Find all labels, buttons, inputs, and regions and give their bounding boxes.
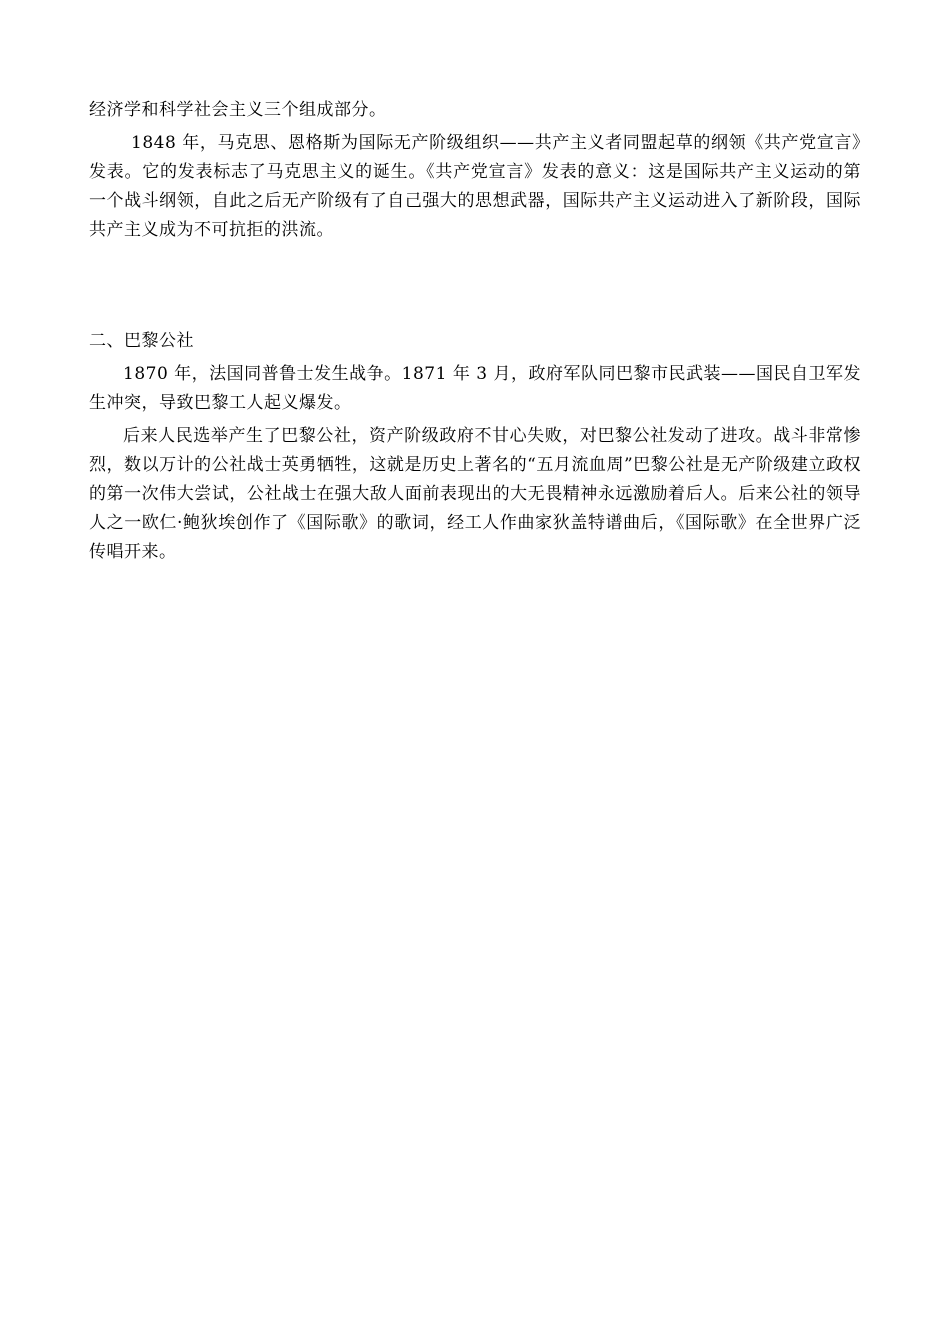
document-body-section — [89, 327, 861, 567]
document-body-top — [89, 96, 861, 245]
paragraph-war: 1870 年，法国同普鲁士发生战争。1871 年 3 月，政府军队同巴黎市民武装——国民自卫军发生冲突，导致巴黎工人起义爆发。 — [89, 364, 861, 413]
paragraph-manifesto: 1848 年，马克思、恩格斯为国际无产阶级组织——共产主义者同盟起草的纲领《共产党宣言》发表。它的发表标志了马克思主义的诞生。《共产党宣言》发表的意义：这是国际共产主义运动的第一个战斗纲领，自此之后无产阶级有了自己强大的思想武器，国际共产主义运动进入了新阶段，国际共产主义成为不可抗拒的洪流。 — [89, 133, 861, 240]
paragraph-commune: 后来人民选举产生了巴黎公社，资产阶级政府不甘心失败，对巴黎公社发动了进攻。战斗非常惨烈，数以万计的公社战士英勇牺牲，这就是历史上著名的“五月流血周”巴黎公社是无产阶级建立政权的第一次伟大尝试，公社战士在强大敌人面前表现出的大无畏精神永远激励着后人。后来公社的领导人之一欧仁·鲍狄埃创作了《国际歌》的歌词，经工人作曲家狄盖特谱曲后，《国际歌》在全世界广泛传唱开来。 — [89, 426, 861, 562]
paragraph-continuation: 经济学和科学社会主义三个组成部分。 — [89, 100, 387, 120]
section-heading: 二、巴黎公社 — [89, 331, 194, 351]
